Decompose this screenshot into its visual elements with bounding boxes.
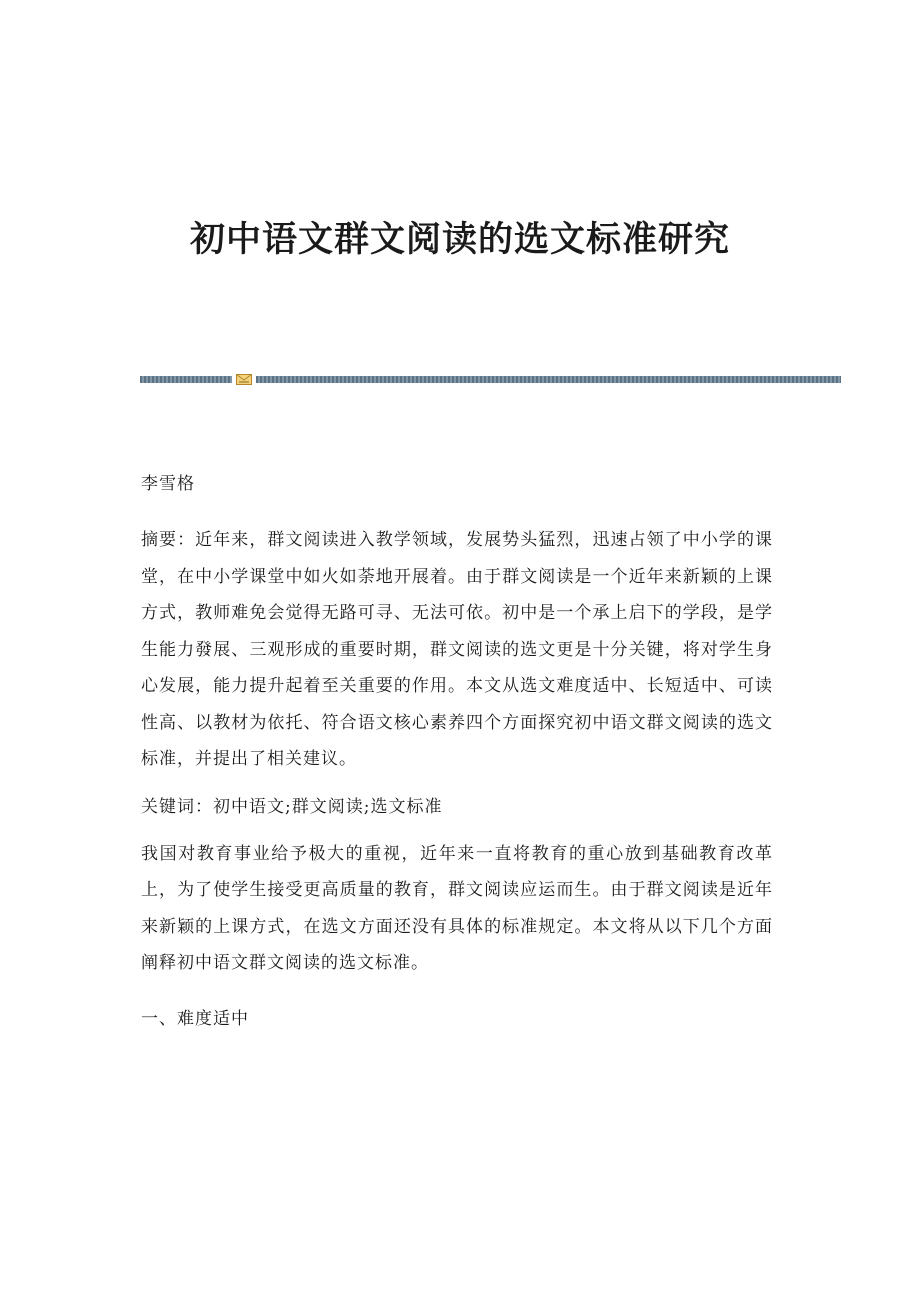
- abstract-paragraph: 摘要：近年来，群文阅读进入教学领域，发展势头猛烈，迅速占领了中小学的课堂，在中小学课堂中如火如荼地开展着。由于群文阅读是一个近年来新颖的上课方式，教师难免会觉得无路可寻、无法可依。初中是一个承上启下的学段，是学生能力發展、三观形成的重要时期，群文阅读的选文更是十分关键，将对学生身心发展，能力提升起着至关重要的作用。本文从选文难度适中、长短适中、可读性高、以教材为依托、符合语文核心素养四个方面探究初中语文群文阅读的选文标准，并提出了相关建议。: [141, 530, 773, 769]
- divider-bar-right: [256, 376, 841, 383]
- document-body: [141, 466, 773, 1037]
- author-name: 李雪格: [141, 474, 195, 494]
- section-heading-1: 一、难度适中: [141, 1008, 249, 1029]
- intro-paragraph: 我国对教育事业给予极大的重视，近年来一直将教育的重心放到基础教育改革上，为了使学生接受更高质量的教育，群文阅读应运而生。由于群文阅读是近年来新颖的上课方式，在选文方面还没有具体的标准规定。本文将从以下几个方面阐释初中语文群文阅读的选文标准。: [141, 843, 773, 973]
- document-title: 初中语文群文阅读的选文标准研究: [189, 219, 730, 260]
- title-divider: [140, 374, 841, 384]
- divider-bar-left: [140, 376, 232, 383]
- envelope-icon: [236, 374, 252, 385]
- keywords-line: 关键词：初中语文;群文阅读;选文标准: [141, 796, 443, 817]
